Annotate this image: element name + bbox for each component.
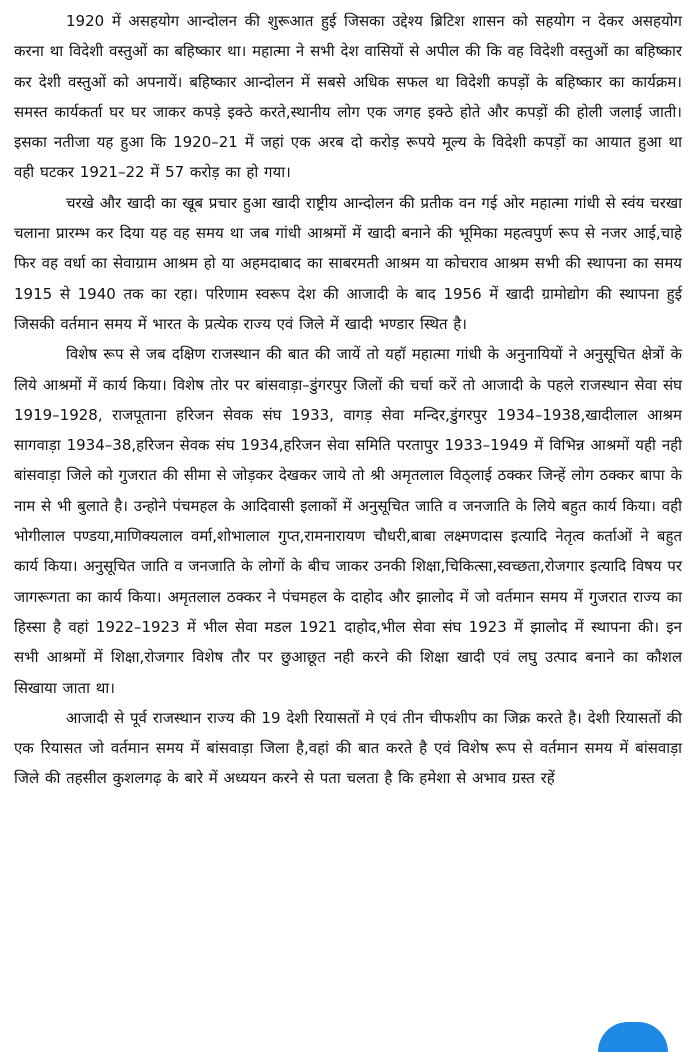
paragraph-non-cooperation: 1920 में असहयोग आन्दोलन की शुरूआत हुई जिसका उद्देश्य ब्रिटिश शासन को सहयोग न देकर असहयोग करना था विदेशी वस्तुओं का बहिष्कार था। महात्मा ने सभी देश वासियों से अपील की कि वह विदेशी वस्तुओं का बहिष्कार कर देशी वस्तुओं को अपनायें। बहिष्कार आन्दोलन में सबसे अधिक सफल था विदेशी कपड़ों के बहिष्कार का कार्यक्रम। समस्त कार्यकर्ता घर घर जाकर कपड़े इक्ठे करते,स्थानीय लोग एक जगह इक्ठे होते और कपड़ों की होली जलाई जाती। इसका नतीजा यह हुआ कि 1920–21 में जहां एक अरब दो करोड़ रूपये मूल्य के विदेशी कपड़ों का आयात हुआ था वही घटकर 1921–22 में 57 करोड़ का हो गया। — [14, 12, 682, 182]
paragraph-princely-states: आजादी से पूर्व राजस्थान राज्य की 19 देशी रियासतों मे एवं तीन चीफशीप का जिक्र करते है। देशी रियासतों की एक रियासत जो वर्तमान समय में बांसवाड़ा जिला है,वहां की बात करते है एवं विशेष रूप से वर्तमान समय में बांसवाड़ा जिले की तहसील कुशलगढ़ के बारे में अध्ययन करने से पता चलता है कि हमेशा से अभाव ग्रस्त रहें — [14, 708, 682, 788]
paragraph-khadi: चरखे और खादी का खूब प्रचार हुआ खादी राष्ट्रीय आन्दोलन की प्रतीक वन गई ओर महात्मा गांधी से स्वंय चरखा चलाना प्रारम्भ कर दिया यह वह समय था जब गांधी आश्रमों में खादी बनाने की भूमिका महत्वपुर्ण रूप से नजर आई,चाहे फिर वह वर्धा का सेवाग्राम आश्रम हो या अहमदाबाद का साबरमती आश्रम या कोचराव आश्रम सभी की स्थापना का समय 1915 से 1940 तक का रहा। परिणाम स्वरूप देश की आजादी के बाद 1956 में खादी ग्रामोद्योग की स्थापना हुई जिसकी वर्तमान समय में भारत के प्रत्येक राज्य एवं जिले में खादी भण्डार स्थित है। — [14, 193, 682, 333]
paragraph-south-rajasthan: विशेष रूप से जब दक्षिण राजस्थान की बात की जायें तो यहॉ महात्मा गांधी के अनुनायियों ने अनुसूचित क्षेत्रों के लिये आश्रमों में कार्य किया। विशेष तोर पर बांसवाड़ा–डुंगरपुर जिलों की चर्चा करें तो आजादी के पहले राजस्थान सेवा संघ 1919–1928, राजपूताना हरिजन सेवक संघ 1933, वागड़ सेवा मन्दिर,डुंगरपुर 1934–1938,खादीलाल आश्रम सागवाड़ा 1934–38,हरिजन सेवक संघ 1934,हरिजन सेवा समिति परतापुर 1933–1949 में विभिन्न आश्रमों यही नही बांसवाड़ा जिले को गुजरात की सीमा से जोड़कर देखकर जाये तो श्री अमृतलाल विठ्लाई ठक्कर जिन्हें लोग ठक्कर बापा के नाम से भी बुलाते है। उन्होने पंचमहल के आदिवासी इलाकों में अनुसूचित जाति व जनजाति के लिये बहुत कार्य किया। वही भोगीलाल पण्डया,माणिक्यलाल वर्मा,शोभालाल गुप्त,रामनारायण चौधरी,बाबा लक्ष्मणदास इत्यादि नेतृत्व कर्ताओं ने बहुत कार्य किया। अनुसूचित जाति व जनजाति के लोगों के बीच जाकर उनकी शिक्षा,चिकित्सा,स्वच्छता,रोजगार इत्यादि विषय पर जागरूगता का कार्य किया। अमृतलाल ठक्कर ने पंचमहल के दाहोद और झालोद में जो वर्तमान समय में गुजरात राज्य का हिस्सा है वहां 1922–1923 में भील सेवा मडल 1921 दाहोद,भील सेवा संघ 1923 में झालोद में स्थापना की। इन सभी आश्रमों में शिक्षा,रोजगार विशेष तौर पर छुआछूत नही करने की शिक्षा खादी एवं लघु उत्पाद बनाने का कौशल सिखाया जाता था। — [14, 345, 682, 697]
